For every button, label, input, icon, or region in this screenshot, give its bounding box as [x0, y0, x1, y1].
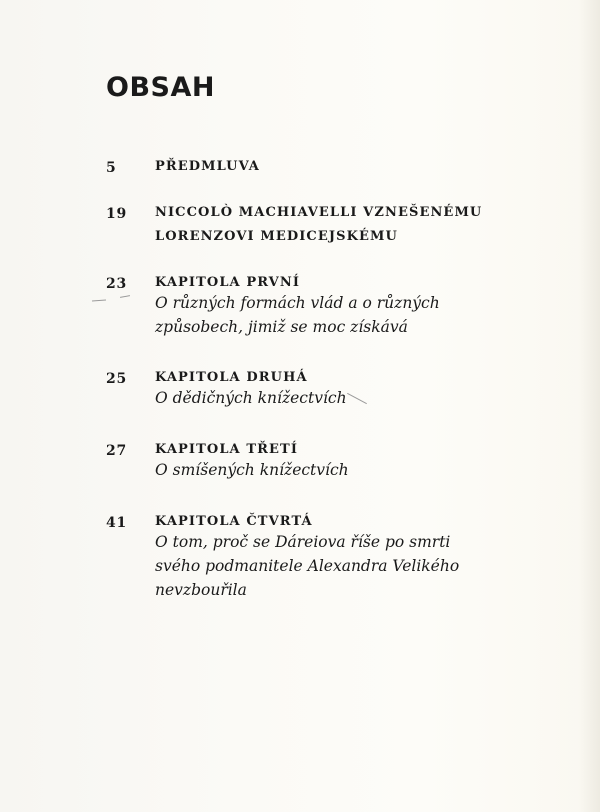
toc-title-line: KAPITOLA PRVNÍ: [155, 275, 301, 290]
toc-title-line: KAPITOLA ČTVRTÁ: [155, 514, 313, 529]
toc-title-line: NICCOLÒ MACHIAVELLI VZNEŠENÉMU: [155, 205, 483, 220]
toc-entry-subtitle: [155, 291, 440, 339]
page-title: OBSAH: [106, 72, 215, 103]
toc-subtitle-line: způsobech, jimiž se moc získává: [155, 318, 408, 336]
toc-page-number: 27: [106, 443, 128, 459]
toc-title-line: KAPITOLA DRUHÁ: [155, 370, 308, 385]
toc-page-number: 41: [106, 515, 128, 531]
pencil-mark: [92, 300, 106, 302]
toc-title-line: PŘEDMLUVA: [155, 159, 260, 174]
toc-subtitle-line: O tom, proč se Dáreiova říše po smrti: [155, 533, 451, 551]
toc-page-number: 23: [106, 276, 128, 292]
toc-title-line: KAPITOLA TŘETÍ: [155, 442, 299, 457]
toc-entry-subtitle: [155, 530, 459, 602]
toc-entry-subtitle: [155, 386, 347, 410]
pencil-mark: [120, 295, 130, 298]
toc-page-number: 5: [106, 160, 117, 176]
toc-subtitle-line: O dědičných knížectvích: [155, 389, 347, 407]
toc-subtitle-line: nevzbouřila: [155, 581, 247, 599]
pencil-mark: [347, 393, 367, 404]
toc-title-line: LORENZOVI MEDICEJSKÉMU: [155, 229, 398, 244]
toc-entry-title: [155, 155, 260, 179]
toc-subtitle-line: O smíšených knížectvích: [155, 461, 349, 479]
page-edge-shadow: [578, 0, 600, 812]
toc-subtitle-line: O různých formách vlád a o různých: [155, 294, 440, 312]
toc-subtitle-line: svého podmanitele Alexandra Velikého: [155, 557, 460, 575]
toc-page-number: 25: [106, 371, 128, 387]
toc-entry-subtitle: [155, 458, 349, 482]
toc-page-number: 19: [106, 206, 128, 222]
toc-entry-title: [155, 201, 482, 249]
